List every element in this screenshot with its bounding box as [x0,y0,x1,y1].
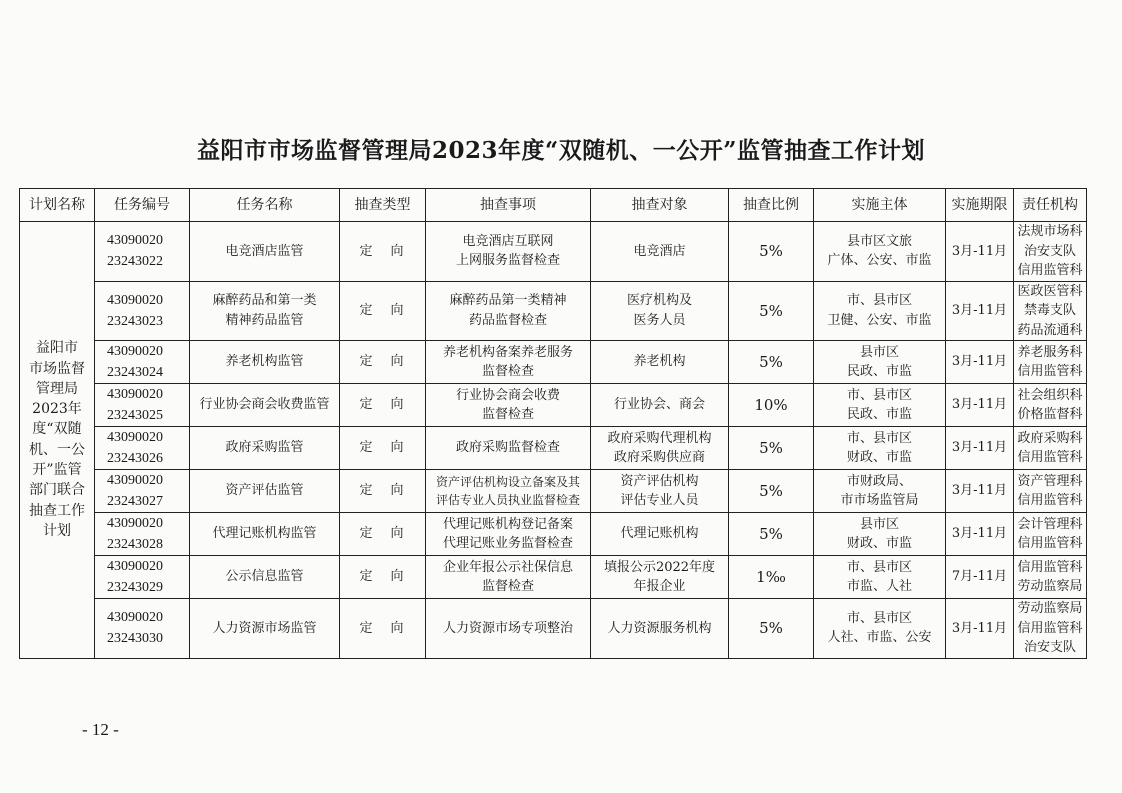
check-item: 电竞酒店互联网 上网服务监督检查 [426,222,591,282]
plan-table [19,188,1087,659]
check-ratio: 5% [729,599,814,659]
task-name: 资产评估监管 [190,470,340,513]
period: 3月-11月 [946,513,1014,556]
check-target: 医疗机构及 医务人员 [591,281,729,341]
period: 3月-11月 [946,384,1014,427]
check-item: 麻醉药品第一类精神 药品监督检查 [426,281,591,341]
period: 7月-11月 [946,556,1014,599]
check-type: 定向 [340,222,426,282]
department: 政府采购科 信用监管科 [1014,427,1087,470]
executor: 市、县市区 民政、市监 [814,384,946,427]
header-task-name: 任务名称 [190,189,340,222]
check-ratio: 5% [729,470,814,513]
table-row [20,281,1087,341]
check-type: 定向 [340,281,426,341]
check-target: 人力资源服务机构 [591,599,729,659]
task-code: 43090020 23243024 [95,341,190,384]
task-name: 代理记账机构监管 [190,513,340,556]
task-name: 公示信息监管 [190,556,340,599]
executor: 县市区 民政、市监 [814,341,946,384]
task-name: 养老机构监管 [190,341,340,384]
check-ratio: 1‰ [729,556,814,599]
department: 会计管理科 信用监管科 [1014,513,1087,556]
header-check-type: 抽查类型 [340,189,426,222]
check-ratio: 5% [729,513,814,556]
header-executor: 实施主体 [814,189,946,222]
table-row [20,222,1087,282]
task-code: 43090020 23243026 [95,427,190,470]
page-number: - 12 - [82,720,119,739]
task-name: 人力资源市场监管 [190,599,340,659]
check-ratio: 5% [729,427,814,470]
check-target: 资产评估机构 评估专业人员 [591,470,729,513]
table-row [20,427,1087,470]
task-name: 麻醉药品和第一类 精神药品监管 [190,281,340,341]
header-check-ratio: 抽查比例 [729,189,814,222]
header-period: 实施期限 [946,189,1014,222]
plan-name-cell: 益阳市 市场监督 管理局 2023年 度“双随 机、一公 开”监管 部门联合 抽查工作 计划 [20,222,95,659]
table-row [20,341,1087,384]
department: 劳动监察局 信用监管科 治安支队 [1014,599,1087,659]
period: 3月-11月 [946,427,1014,470]
task-name: 行业协会商会收费监管 [190,384,340,427]
table-row [20,599,1087,659]
header-department: 责任机构 [1014,189,1087,222]
header-check-target: 抽查对象 [591,189,729,222]
period: 3月-11月 [946,222,1014,282]
task-code: 43090020 23243029 [95,556,190,599]
task-name: 政府采购监管 [190,427,340,470]
executor: 市财政局、 市市场监管局 [814,470,946,513]
check-target: 养老机构 [591,341,729,384]
task-code: 43090020 23243027 [95,470,190,513]
check-type: 定向 [340,556,426,599]
task-name: 电竞酒店监管 [190,222,340,282]
check-item: 企业年报公示社保信息 监督检查 [426,556,591,599]
table-row [20,556,1087,599]
check-ratio: 5% [729,341,814,384]
table-header-row [20,189,1087,222]
period: 3月-11月 [946,341,1014,384]
department: 养老服务科 信用监管科 [1014,341,1087,384]
executor: 市、县市区 市监、人社 [814,556,946,599]
executor: 县市区文旅 广体、公安、市监 [814,222,946,282]
task-code: 43090020 23243022 [95,222,190,282]
header-task-code: 任务编号 [95,189,190,222]
task-code: 43090020 23243028 [95,513,190,556]
check-item: 代理记账机构登记备案 代理记账业务监督检查 [426,513,591,556]
department: 医政医管科 禁毒支队 药品流通科 [1014,281,1087,341]
check-type: 定向 [340,513,426,556]
table-row [20,513,1087,556]
department: 社会组织科 价格监督科 [1014,384,1087,427]
check-item: 人力资源市场专项整治 [426,599,591,659]
check-target: 行业协会、商会 [591,384,729,427]
task-code: 43090020 23243025 [95,384,190,427]
executor: 市、县市区 财政、市监 [814,427,946,470]
check-target: 政府采购代理机构 政府采购供应商 [591,427,729,470]
check-ratio: 10% [729,384,814,427]
check-item: 养老机构备案养老服务 监督检查 [426,341,591,384]
check-target: 填报公示2022年度 年报企业 [591,556,729,599]
check-item: 行业协会商会收费 监督检查 [426,384,591,427]
task-code: 43090020 23243030 [95,599,190,659]
table-row [20,470,1087,513]
executor: 市、县市区 卫健、公安、市监 [814,281,946,341]
check-ratio: 5% [729,281,814,341]
check-target: 代理记账机构 [591,513,729,556]
header-check-item: 抽查事项 [426,189,591,222]
period: 3月-11月 [946,281,1014,341]
period: 3月-11月 [946,599,1014,659]
check-ratio: 5% [729,222,814,282]
check-type: 定向 [340,599,426,659]
check-item: 资产评估机构设立备案及其 评估专业人员执业监督检查 [426,470,591,513]
department: 法规市场科 治安支队 信用监管科 [1014,222,1087,282]
executor: 市、县市区 人社、市监、公安 [814,599,946,659]
task-code: 43090020 23243023 [95,281,190,341]
document-title: 益阳市市场监督管理局2023年度“双随机、一公开”监管抽查工作计划 [197,137,925,164]
department: 资产管理科 信用监管科 [1014,470,1087,513]
check-type: 定向 [340,384,426,427]
check-item: 政府采购监督检查 [426,427,591,470]
department: 信用监管科 劳动监察局 [1014,556,1087,599]
period: 3月-11月 [946,470,1014,513]
check-target: 电竞酒店 [591,222,729,282]
executor: 县市区 财政、市监 [814,513,946,556]
check-type: 定向 [340,341,426,384]
table-row [20,384,1087,427]
header-plan-name: 计划名称 [20,189,95,222]
check-type: 定向 [340,427,426,470]
check-type: 定向 [340,470,426,513]
